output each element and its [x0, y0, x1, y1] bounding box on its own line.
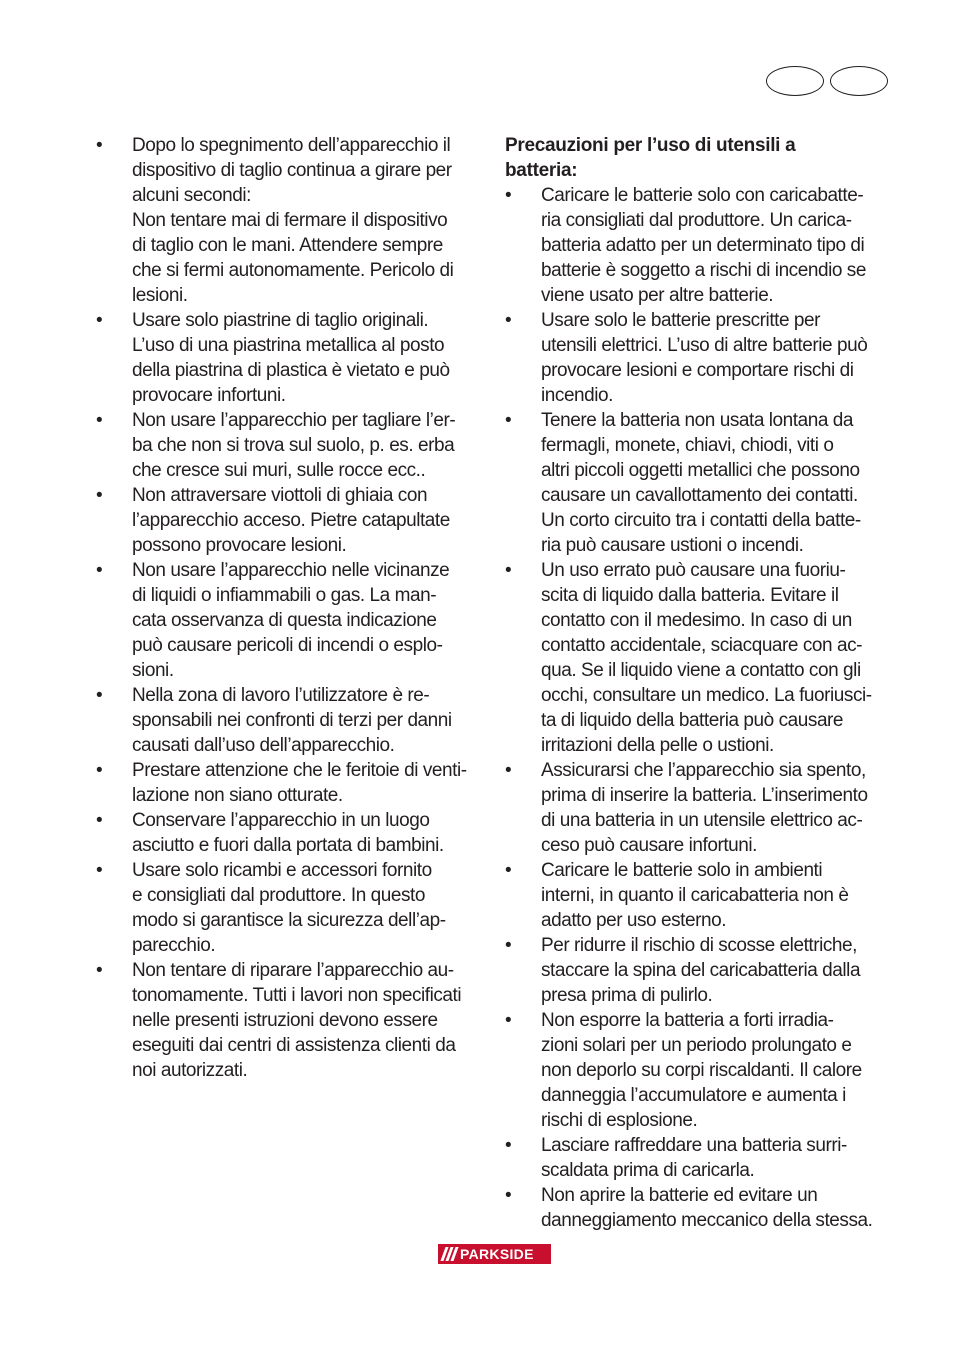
list-item [505, 308, 897, 408]
list-item [505, 758, 897, 858]
list-item-text: Nella zona di lavoro l’utilizzatore è re- sponsabili nei confronti di terzi per danni causati dall’uso dell’apparecchio. [132, 685, 452, 756]
left-column [96, 133, 482, 1083]
list-item [96, 758, 482, 808]
left-bullet-list [96, 133, 482, 1083]
bullet-icon: • [505, 1185, 512, 1206]
list-item [96, 808, 482, 858]
logo-stripes-icon [438, 1244, 460, 1264]
list-item [96, 558, 482, 683]
right-bullet-list [505, 183, 897, 1233]
list-item-text: Non tentare di riparare l’apparecchio au- tonomamente. Tutti i lavori non specificati nelle presenti istruzioni devono essere eseguiti dai centri di assistenza clienti da noi autorizzati. [132, 960, 462, 1081]
bullet-icon: • [96, 960, 103, 981]
list-item-text: Lasciare raffreddare una batteria surri- scaldata prima di caricarla. [541, 1135, 847, 1181]
bullet-icon: • [96, 760, 103, 781]
list-item-text: Per ridurre il rischio di scosse elettriche, staccare la spina del caricabatteria dalla presa prima di pulirlo. [541, 935, 861, 1006]
list-item [96, 483, 482, 558]
list-item-text: Non attraversare viottoli di ghiaia con l’apparecchio acceso. Pietre catapultate possono provocare lesioni. [132, 485, 450, 556]
bullet-icon: • [96, 810, 103, 831]
bullet-icon: • [96, 560, 103, 581]
list-item-text: Non aprire la batterie ed evitare un danneggiamento meccanico della stessa. [541, 1185, 873, 1231]
bullet-icon: • [96, 310, 103, 331]
language-badge-right [830, 66, 888, 96]
list-item [505, 408, 897, 558]
bullet-icon: • [505, 860, 512, 881]
bullet-icon: • [505, 410, 512, 431]
list-item-text: Prestare attenzione che le feritoie di venti- lazione non siano otturate. [132, 760, 467, 806]
list-item [505, 933, 897, 1008]
list-item-text: Usare solo le batterie prescritte per utensili elettrici. L’uso di altre batterie può provocare lesioni e comportare rischi di incendio. [541, 310, 868, 406]
list-item [505, 858, 897, 933]
bullet-icon: • [96, 135, 103, 156]
bullet-icon: • [505, 185, 512, 206]
list-item-text: Dopo lo spegnimento dell’apparecchio il dispositivo di taglio continua a girare per alcuni secondi: Non tentare mai di fermare il dispositivo di taglio con le mani. Attendere sempre che si fermi autonomamente. Pericolo di lesioni. [132, 135, 454, 306]
bullet-icon: • [96, 410, 103, 431]
list-item-text: Non esporre la batteria a forti irradia- zioni solari per un periodo prolungato e non deporlo su corpi riscaldanti. Il calore danneggia l’accumulatore e aumenta i rischi di esplosione. [541, 1010, 862, 1131]
bullet-icon: • [505, 310, 512, 331]
list-item-text: Assicurarsi che l’apparecchio sia spento, prima di inserire la batteria. L’inserimento di una batteria in un utensile elettrico ac- ceso può causare infortuni. [541, 760, 868, 856]
list-item-text: Caricare le batterie solo con caricabatte- ria consigliati dal produttore. Un carica- batteria adatto per un determinato tipo di batterie è soggetto a rischi di incendio se viene usato per altre batterie. [541, 185, 866, 306]
list-item [505, 183, 897, 308]
list-item [505, 1183, 897, 1233]
list-item [96, 858, 482, 958]
list-item [96, 133, 482, 308]
list-item-text: Usare solo ricambi e accessori fornito e consigliati dal produttore. In questo modo si garantisce la sicurezza dell’ap- parecchio. [132, 860, 446, 956]
bullet-icon: • [96, 485, 103, 506]
bullet-icon: • [96, 685, 103, 706]
bullet-icon: • [505, 560, 512, 581]
right-column [505, 133, 897, 1233]
list-item [96, 408, 482, 483]
list-item [96, 958, 482, 1083]
list-item [96, 683, 482, 758]
language-badges [766, 66, 890, 98]
list-item-text: Tenere la batteria non usata lontana da fermagli, monete, chiavi, chiodi, viti o altri piccoli oggetti metallici che possono causare un cavallottamento dei contatti. Un corto circuito tra i contatti della batte- ria può causare ustioni o incendi. [541, 410, 861, 556]
list-item-text: Usare solo piastrine di taglio originali. L’uso di una piastrina metallica al posto della piastrina di plastica è vietato e può provocare infortuni. [132, 310, 450, 406]
bullet-icon: • [505, 760, 512, 781]
list-item [505, 558, 897, 758]
list-item-text: Un uso errato può causare una fuoriu- scita di liquido dalla batteria. Evitare il contatto con il medesimo. In caso di un contatto accidentale, sciacquare con ac- qua. Se il liquido viene a contatto con gli occhi, consultare un medico. La fuoriusci- ta di liquido della batteria può causare irritazioni della pelle o ustioni. [541, 560, 872, 756]
bullet-icon: • [505, 1135, 512, 1156]
list-item-text: Non usare l’apparecchio nelle vicinanze di liquidi o infiammabili o gas. La man- cata osservanza di questa indicazione può causare pericoli di incendi o esplo- sioni. [132, 560, 450, 681]
list-item-text: Non usare l’apparecchio per tagliare l’er- ba che non si trova sul suolo, p. es. erba che cresce sui muri, sulle rocce ecc.. [132, 410, 456, 481]
parkside-logo [438, 1244, 551, 1264]
list-item [505, 1133, 897, 1183]
list-item-text: Conservare l’apparecchio in un luogo asciutto e fuori dalla portata di bambini. [132, 810, 444, 856]
list-item-text: Caricare le batterie solo in ambienti interni, in quanto il caricabatteria non è adatto per uso esterno. [541, 860, 849, 931]
section-heading: Precauzioni per l’uso di utensili a batteria: [505, 135, 796, 181]
bullet-icon: • [505, 935, 512, 956]
list-item [505, 1008, 897, 1133]
logo-text: PARKSIDE [460, 1246, 534, 1262]
language-badge-left [766, 66, 824, 96]
bullet-icon: • [505, 1010, 512, 1031]
list-item [96, 308, 482, 408]
bullet-icon: • [96, 860, 103, 881]
